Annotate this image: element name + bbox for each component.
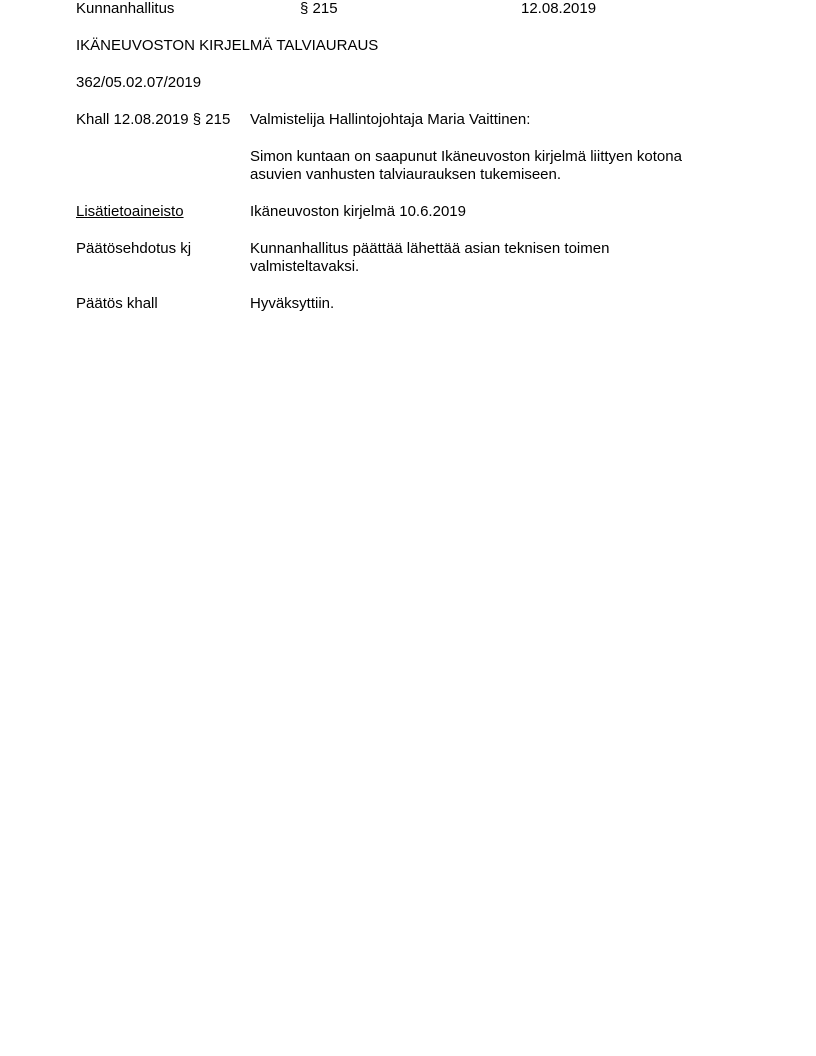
proposal-label: Päätösehdotus kj [76,240,192,257]
header-date: 12.08.2019 [521,0,597,17]
attachments-value: Ikäneuvoston kirjelmä 10.6.2019 [250,203,466,220]
document-header [0,0,816,20]
decision-label: Päätös khall [76,295,158,312]
decision-value: Hyväksyttiin. [250,295,335,312]
item-title: IKÄNEUVOSTON KIRJELMÄ TALVIAURAUS [76,37,379,54]
preparation-label: Khall 12.08.2019 § 215 [76,111,231,128]
preparation-text-line-2: asuvien vanhusten talviaurauksen tukemiseen. [250,166,562,183]
preparer-line: Valmistelija Hallintojohtaja Maria Vaittinen: [250,111,531,128]
header-section-number: § 215 [300,0,338,17]
proposal-content [250,240,720,276]
preparation-content [250,111,720,184]
proposal-text-line-2: valmisteltavaksi. [250,258,360,275]
header-body-name: Kunnanhallitus [76,0,175,17]
diary-number: 362/05.02.07/2019 [76,74,202,91]
proposal-text-line-1: Kunnanhallitus päättää lähettää asian teknisen toimen [250,240,610,257]
attachments-label: Lisätietoaineisto [76,203,184,220]
preparation-text-line-1: Simon kuntaan on saapunut Ikäneuvoston kirjelmä liittyen kotona [250,148,682,165]
